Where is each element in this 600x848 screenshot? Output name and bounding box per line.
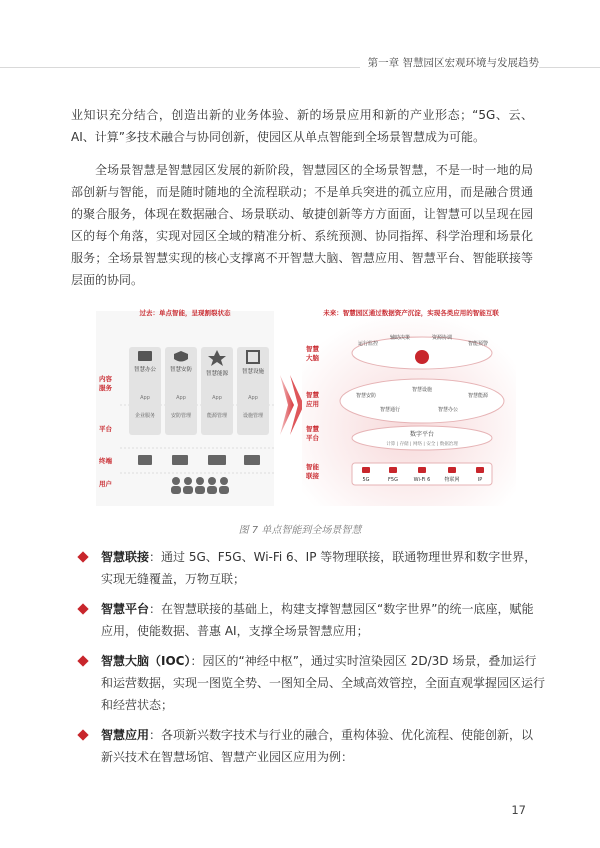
office-icon <box>138 351 152 361</box>
bullet-item: 智慧平台：在智慧联接的基础上，构建支撑智慧园区“数字世界”的统一底座，赋能应用，使能数据、普惠 AI，支撑全场景智慧应用； <box>75 598 545 642</box>
f5g-icon <box>389 467 397 473</box>
chapter-title: 第一章 智慧园区宏观环境与发展趋势 <box>360 55 539 70</box>
left-column-1 <box>129 347 161 435</box>
svg-text:安防管理: 安防管理 <box>170 413 192 419</box>
transition-arrow <box>280 375 294 435</box>
diamond-bullet-icon <box>77 551 88 562</box>
bullet-list <box>75 546 545 776</box>
wifi-icon <box>418 467 426 473</box>
svg-text:智慧能源: 智慧能源 <box>467 393 489 399</box>
right-layer-app-2: 应用 <box>306 400 319 408</box>
figure-caption: 图 7 单点智能到全场景智慧 <box>238 525 362 536</box>
svg-text:智慧办公: 智慧办公 <box>437 407 459 413</box>
page-number: 17 <box>511 803 526 817</box>
left-layer-user: 用户 <box>99 480 112 488</box>
diamond-bullet-icon <box>77 655 88 666</box>
paragraph-1-text: 业知识充分结合，创造出新的业务体验、新的场景应用和新的产业形态；“5G、云、AI、计算”多技术融合与协同创新，使园区从单点智能到全场景智慧成为可能。 <box>71 108 533 144</box>
bullet-item: 智慧大脑（IOC）：园区的“神经中枢”，通过实时渲染园区 2D/3D 场景，叠加运行和运营数据，实现一图览全势、一图知全局、全域高效管控，全面直观掌握园区运行和经营状态； <box>75 650 545 716</box>
svg-text:运行监控: 运行监控 <box>357 341 379 347</box>
right-layer-platform-2: 平台 <box>306 434 319 442</box>
svg-text:5G: 5G <box>362 477 370 483</box>
monitor-icon <box>244 455 260 465</box>
connect-layer <box>352 463 492 485</box>
svg-text:能源管理: 能源管理 <box>206 413 228 419</box>
svg-text:智慧能源: 智慧能源 <box>205 371 229 377</box>
right-layer-brain-2: 大脑 <box>306 354 319 362</box>
left-layer-terminal: 终端 <box>99 457 112 465</box>
ip-icon <box>476 467 484 473</box>
bullet-item: 智慧应用：各项新兴数字技术与行业的融合，重构体验、优化流程、使能创新，以新兴技术在智慧场馆、智慧产业园区应用为例： <box>75 724 545 768</box>
iot-icon <box>448 467 456 473</box>
svg-text:企业服务: 企业服务 <box>134 413 156 419</box>
svg-text:设施管理: 设施管理 <box>242 413 264 419</box>
application-layer <box>340 379 504 423</box>
svg-text:IP: IP <box>477 477 483 483</box>
diamond-bullet-icon <box>77 729 88 740</box>
svg-text:资源协调: 资源协调 <box>431 335 453 341</box>
platform-sub: 计算 | 存储 | 网络 | 安全 | 数据治理 <box>386 442 458 447</box>
right-title: 未来：智慧园区通过数据资产沉淀，实现各类应用的智能互联 <box>323 309 499 317</box>
laptop-icon <box>208 455 226 465</box>
right-layer-connect-2: 联接 <box>306 472 319 480</box>
svg-text:App: App <box>248 395 258 401</box>
svg-text:物联网: 物联网 <box>444 477 460 483</box>
left-column-2 <box>165 347 197 435</box>
brain-icon <box>415 350 429 364</box>
paragraph-2 <box>71 159 533 291</box>
left-layer-platform: 平台 <box>99 425 112 433</box>
phone-icon <box>138 455 152 465</box>
left-column-4 <box>237 347 269 435</box>
svg-text:Wi-Fi 6: Wi-Fi 6 <box>413 477 431 483</box>
right-layer-app-1: 智慧 <box>306 391 319 399</box>
svg-text:F5G: F5G <box>388 477 398 483</box>
5g-icon <box>362 467 370 473</box>
tablet-icon <box>172 455 188 465</box>
right-layer-brain-1: 智慧 <box>306 345 319 353</box>
right-layer-platform-1: 智慧 <box>306 425 319 433</box>
svg-text:智慧设施: 智慧设施 <box>241 369 265 375</box>
svg-text:智慧通行: 智慧通行 <box>379 407 401 413</box>
svg-text:智慧安防: 智慧安防 <box>355 393 377 399</box>
left-column-3 <box>201 347 233 435</box>
svg-text:App: App <box>212 395 222 401</box>
svg-text:App: App <box>140 395 150 401</box>
svg-text:App: App <box>176 395 186 401</box>
paragraph-2-text: 全场景智慧是智慧园区发展的新阶段，智慧园区的全场景智慧，不是一时一地的局部创新与智能，而是随时随地的全流程联动；不是单兵突进的孤立应用，而是融合贯通的聚合服务，体现在数据融合、场景联动、敏捷创新等方方面面，让智慧可以呈现在园区的每个角落，实现对园区全域的精准分析、系统预测、协同指挥、科学治理和场景化服务；全场景智慧实现的核心支撑离不开智慧大脑、智慧应用、智慧平台、智能联接等层面的协同。 <box>71 163 533 287</box>
paragraph-1 <box>71 104 533 148</box>
right-layer-connect-1: 智能 <box>306 463 319 471</box>
left-layer-service: 服务 <box>99 384 112 392</box>
scene-diagram <box>96 305 516 510</box>
diamond-bullet-icon <box>77 603 88 614</box>
svg-text:辅助决策: 辅助决策 <box>389 335 411 341</box>
left-layer-content: 内容 <box>99 375 112 383</box>
svg-text:智慧设施: 智慧设施 <box>411 387 433 393</box>
bullet-item: 智慧联接：通过 5G、F5G、Wi-Fi 6、IP 等物理联接，联通物理世界和数字世界，实现无缝覆盖，万物互联； <box>75 546 545 590</box>
platform-title: 数字平台 <box>409 431 435 438</box>
svg-text:智慧办公: 智慧办公 <box>133 367 157 373</box>
svg-text:智慧安防: 智慧安防 <box>169 367 193 373</box>
left-title: 过去：单点智能，呈现割裂状态 <box>139 309 231 317</box>
svg-text:智能预警: 智能预警 <box>467 341 489 347</box>
